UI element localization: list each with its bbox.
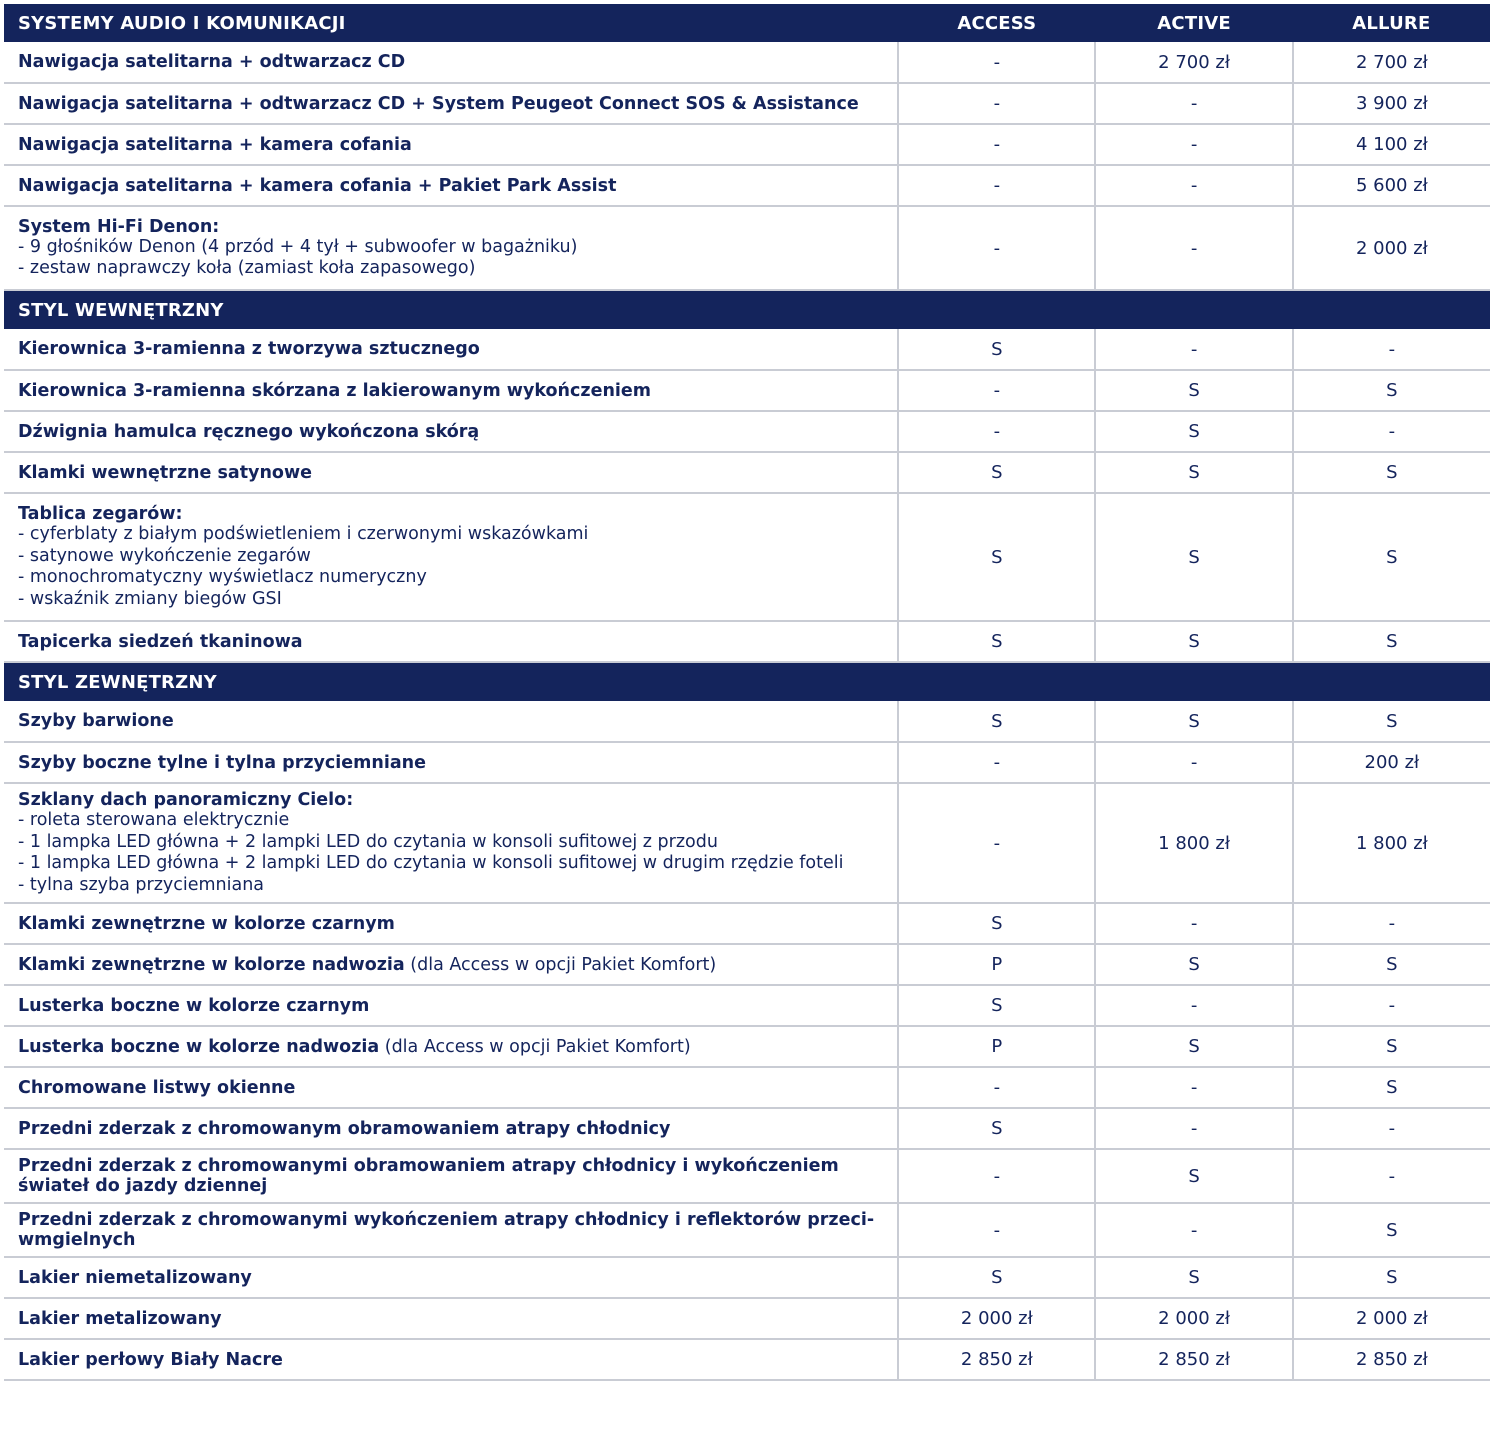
table-row [4, 944, 1490, 985]
value-active: - [1095, 165, 1292, 206]
value-access: - [898, 1067, 1095, 1108]
feature-label: Klamki zewnętrzne w kolorze czarnym [18, 913, 395, 934]
value-access: S [898, 621, 1095, 662]
feature-label: Przedni zderzak z chromowanymi obramowaniem atrapy chłodnicy i wykończeniem świateł do jazdy dziennej [18, 1156, 839, 1196]
section-header-interior [4, 290, 1490, 329]
options-table [4, 4, 1490, 1381]
trim-header-active: ACTIVE [1095, 4, 1292, 42]
value-access: S [898, 452, 1095, 493]
value-access: 2 850 zł [898, 1339, 1095, 1380]
table-row [4, 124, 1490, 165]
table-row [4, 452, 1490, 493]
value-active: - [1095, 206, 1292, 290]
value-access: P [898, 944, 1095, 985]
feature-note: (dla Access w opcji Pakiet Komfort) [379, 1036, 691, 1057]
feature-label: Nawigacja satelitarna + kamera cofania + Pakiet Park Assist [18, 175, 617, 196]
feature-label: Szyby boczne tylne i tylna przyciemniane [18, 752, 426, 773]
value-access: - [898, 42, 1095, 83]
value-allure: 3 900 zł [1293, 83, 1490, 124]
value-active: 2 850 zł [1095, 1339, 1292, 1380]
table-row [4, 206, 1490, 290]
value-access: 2 000 zł [898, 1298, 1095, 1339]
table-row [4, 621, 1490, 662]
feature-label: Lusterka boczne w kolorze czarnym [18, 995, 370, 1016]
value-active: S [1095, 1257, 1292, 1298]
feature-detail: - monochromatyczny wyświetlacz numeryczny [18, 567, 427, 587]
table-row [4, 329, 1490, 370]
feature-label: Przedni zderzak z chromowanym obramowaniem atrapy chłodnicy [18, 1118, 671, 1139]
section-header-audio [4, 4, 1490, 42]
table-row [4, 1108, 1490, 1149]
table-row [4, 411, 1490, 452]
value-access: S [898, 903, 1095, 944]
value-access: S [898, 701, 1095, 742]
feature-label: Przedni zderzak z chromowanymi wykończeniem atrapy chłodnicy i reflektorów przeci-wmgielnych [18, 1210, 875, 1250]
feature-detail: - 1 lampka LED główna + 2 lampki LED do czytania w konsoli sufitowej w drugim rzędzie foteli [18, 853, 844, 873]
value-active: - [1095, 985, 1292, 1026]
equipment-price-table [4, 4, 1490, 1381]
table-row [4, 985, 1490, 1026]
feature-detail: - tylna szyba przyciemniana [18, 874, 265, 895]
value-access: S [898, 1257, 1095, 1298]
value-allure: S [1293, 370, 1490, 411]
value-active: - [1095, 903, 1292, 944]
value-active: S [1095, 370, 1292, 411]
feature-label: Tapicerka siedzeń tkaninowa [18, 631, 303, 652]
value-active: - [1095, 124, 1292, 165]
feature-detail: - cyferblaty z białym podświetleniem i czerwonymi wskazówkami [18, 524, 589, 544]
value-allure: S [1293, 944, 1490, 985]
feature-detail: - wskaźnik zmiany biegów GSI [18, 588, 282, 609]
feature-label: Szyby barwione [18, 711, 174, 731]
value-access: - [898, 83, 1095, 124]
value-active: S [1095, 411, 1292, 452]
value-allure: 4 100 zł [1293, 124, 1490, 165]
value-active: - [1095, 329, 1292, 370]
value-active: 1 800 zł [1095, 783, 1292, 903]
table-row [4, 783, 1490, 903]
value-allure: 2 000 zł [1293, 1298, 1490, 1339]
section-title: STYL WEWNĘTRZNY [4, 290, 1490, 329]
table-row [4, 1203, 1490, 1257]
value-active: - [1095, 1108, 1292, 1149]
feature-label: Lakier metalizowany [18, 1308, 222, 1329]
value-active: S [1095, 1026, 1292, 1067]
value-allure: 2 700 zł [1293, 42, 1490, 83]
value-allure: S [1293, 1026, 1490, 1067]
table-row [4, 701, 1490, 742]
value-allure: 200 zł [1293, 742, 1490, 783]
section-title: STYL ZEWNĘTRZNY [4, 662, 1490, 701]
feature-label: Nawigacja satelitarna + odtwarzacz CD + System Peugeot Connect SOS & Assistance [18, 93, 859, 114]
value-access: S [898, 1108, 1095, 1149]
value-access: - [898, 165, 1095, 206]
feature-label: Kierownica 3-ramienna skórzana z lakierowanym wykończeniem [18, 380, 651, 401]
value-access: - [898, 370, 1095, 411]
feature-detail: - roleta sterowana elektrycznie [18, 810, 290, 830]
value-access: S [898, 329, 1095, 370]
feature-label: Nawigacja satelitarna + odtwarzacz CD [18, 52, 406, 72]
value-access: - [898, 124, 1095, 165]
value-allure: S [1293, 1203, 1490, 1257]
value-allure: 2 000 zł [1293, 206, 1490, 290]
table-row [4, 1298, 1490, 1339]
trim-header-access: ACCESS [898, 4, 1095, 42]
feature-label: Lusterka boczne w kolorze nadwozia [18, 1036, 380, 1057]
feature-detail: - 9 głośników Denon (4 przód + 4 tył + subwoofer w bagażniku) [18, 236, 578, 257]
feature-label: Szklany dach panoramiczny Cielo: [18, 790, 354, 810]
table-row [4, 42, 1490, 83]
value-active: S [1095, 1149, 1292, 1203]
value-allure: 1 800 zł [1293, 783, 1490, 903]
feature-label: Dźwignia hamulca ręcznego wykończona skórą [18, 421, 480, 442]
section-title: SYSTEMY AUDIO I KOMUNIKACJI [4, 4, 898, 42]
table-row [4, 165, 1490, 206]
value-access: - [898, 1149, 1095, 1203]
value-active: - [1095, 1067, 1292, 1108]
value-active: S [1095, 944, 1292, 985]
value-active: 2 000 zł [1095, 1298, 1292, 1339]
table-row [4, 370, 1490, 411]
value-active: S [1095, 701, 1292, 742]
table-row [4, 903, 1490, 944]
value-active: S [1095, 493, 1292, 621]
value-allure: - [1293, 411, 1490, 452]
value-access: S [898, 493, 1095, 621]
value-access: - [898, 783, 1095, 903]
table-row [4, 83, 1490, 124]
feature-note: (dla Access w opcji Pakiet Komfort) [404, 954, 717, 975]
value-allure: - [1293, 903, 1490, 944]
feature-label: Klamki zewnętrzne w kolorze nadwozia [18, 954, 405, 975]
table-row [4, 493, 1490, 621]
feature-label: Tablica zegarów: [18, 504, 183, 524]
section-header-exterior [4, 662, 1490, 701]
table-row [4, 1067, 1490, 1108]
feature-label: Klamki wewnętrzne satynowe [18, 462, 312, 483]
table-row [4, 1339, 1490, 1380]
value-allure: 2 850 zł [1293, 1339, 1490, 1380]
value-allure: S [1293, 701, 1490, 742]
value-allure: S [1293, 621, 1490, 662]
table-row [4, 1149, 1490, 1203]
feature-label: System Hi-Fi Denon: [18, 216, 220, 237]
value-active: - [1095, 1203, 1292, 1257]
value-active: 2 700 zł [1095, 42, 1292, 83]
feature-label: Nawigacja satelitarna + kamera cofania [18, 134, 412, 155]
value-access: - [898, 742, 1095, 783]
value-active: S [1095, 452, 1292, 493]
value-allure: S [1293, 1257, 1490, 1298]
value-allure: S [1293, 493, 1490, 621]
feature-label: Lakier niemetalizowany [18, 1267, 252, 1288]
table-row [4, 742, 1490, 783]
feature-label: Chromowane listwy okienne [18, 1077, 296, 1098]
table-row [4, 1026, 1490, 1067]
value-allure: - [1293, 1149, 1490, 1203]
value-access: P [898, 1026, 1095, 1067]
value-allure: S [1293, 452, 1490, 493]
value-allure: - [1293, 1108, 1490, 1149]
value-allure: - [1293, 329, 1490, 370]
value-active: - [1095, 742, 1292, 783]
value-active: S [1095, 621, 1292, 662]
value-access: - [898, 1203, 1095, 1257]
value-access: - [898, 206, 1095, 290]
feature-label: Kierownica 3-ramienna z tworzywa sztucznego [18, 339, 480, 359]
value-allure: 5 600 zł [1293, 165, 1490, 206]
value-allure: - [1293, 985, 1490, 1026]
table-row [4, 1257, 1490, 1298]
feature-detail: - 1 lampka LED główna + 2 lampki LED do czytania w konsoli sufitowej z przodu [18, 831, 718, 852]
trim-header-allure: ALLURE [1293, 4, 1490, 42]
value-access: S [898, 985, 1095, 1026]
feature-detail: - satynowe wykończenie zegarów [18, 545, 311, 566]
feature-label: Lakier perłowy Biały Nacre [18, 1349, 283, 1370]
value-allure: S [1293, 1067, 1490, 1108]
value-active: - [1095, 83, 1292, 124]
feature-detail: - zestaw naprawczy koła (zamiast koła zapasowego) [18, 258, 476, 278]
value-access: - [898, 411, 1095, 452]
